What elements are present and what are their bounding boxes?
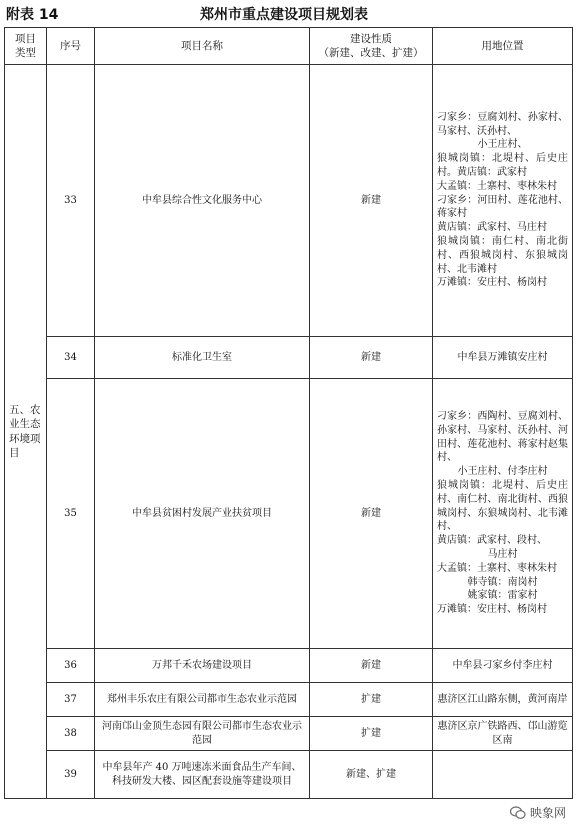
watermark [510,804,566,821]
project-name: 中牟县贫困村发展产业扶贫项目 [95,379,310,649]
location-line: 狼城岗镇：南仁村、南北街村、西狼城岗村、东狼城岗村、北韦滩村 [437,235,568,275]
table-row [5,65,573,337]
project-name: 河南邙山金顶生态园有限公司都市生态农业示范园 [95,717,310,751]
location-line: 狼城岗镇：北堤村、后史庄村。黄店镇：武家村 [437,153,568,178]
table-row [5,379,573,649]
table-row [5,683,573,717]
location-line: 黄店镇：武家村、段村、 [437,535,547,547]
page-title: 郑州市重点建设项目规划表 [200,7,368,23]
row-number: 38 [47,717,95,751]
location-line: 刁家乡：河田村、莲花池村、蒋家村 [437,194,568,220]
project-name: 中牟县综合性文化服务中心 [95,65,310,337]
location-line: 黄店镇：武家村、马庄村 [437,222,547,234]
land-location [433,337,573,379]
col-header-type: 项目 类型 [5,28,47,65]
table-row [5,337,573,379]
col-header-location: 用地位置 [433,28,573,65]
land-location [433,649,573,683]
location-line: 大孟镇：土寨村、枣林朱村 [437,562,557,574]
wechat-icon [510,806,526,820]
project-name: 标准化卫生室 [95,337,310,379]
table-header-row [5,28,573,65]
construction-type: 新建、扩建 [310,751,433,799]
table-row [5,751,573,799]
construction-type: 新建 [310,379,433,649]
location-line: 大孟镇：土寨村、枣林朱村 [437,180,557,192]
construction-type: 新建 [310,649,433,683]
location-line: 刁家乡：豆腐刘村、孙家村、马家村、沃孙村、 [437,111,568,137]
location-line: 小王庄村、 [477,139,528,151]
location-line: 韩寺镇：南岗村 [467,576,538,588]
location-line: 小王庄村、付李庄村 [457,466,548,478]
construction-type: 新建 [310,65,433,337]
land-location [433,751,573,799]
construction-type: 扩建 [310,683,433,717]
watermark-text: 映象网 [529,806,566,820]
location-line: 刁家乡：西陶村、豆腐刘村、孙家村、马家村、沃孙村、河田村、莲花池村、蒋家村赵集村、 [437,411,568,464]
project-table [4,27,573,799]
row-number: 34 [47,337,95,379]
project-name: 郑州丰乐农庄有限公司都市生态农业示范园 [95,683,310,717]
location-line: 中牟县万滩镇安庄村 [457,351,548,363]
col-header-name: 项目名称 [95,28,310,65]
row-number: 39 [47,751,95,799]
construction-type: 扩建 [310,717,433,751]
location-line: 万滩镇：安庄村、杨岗村 [437,604,547,616]
project-name: 万邦千禾农场建设项目 [95,649,310,683]
location-line: 姚家镇：雷家村 [467,590,538,602]
location-line: 惠济区江山路东侧，黄河南岸 [437,693,568,705]
land-location [433,683,573,717]
location-line: 狼城岗镇：北堤村、后史庄村、南仁村、南北街村、西狼城岗村、东狼城岗村、北韦滩村、 [437,480,568,533]
location-line: 中牟县刁家乡付李庄村 [452,659,553,671]
land-location [433,65,573,337]
col-header-nature: 建设性质 （新建、改建、扩建） [310,28,433,65]
location-line: 马庄村 [487,548,518,560]
page-header [0,4,576,24]
table-row [5,649,573,683]
appendix-label: 附表 14 [6,7,59,23]
col-header-number: 序号 [47,28,95,65]
land-location [433,717,573,751]
location-line: 万滩镇：安庄村、杨岗村 [437,277,547,289]
row-number: 35 [47,379,95,649]
row-number: 36 [47,649,95,683]
row-number: 33 [47,65,95,337]
project-name: 中牟县年产 40 万吨速冻米面食品生产车间、科技研发大楼、园区配套设施等建设项目 [95,751,310,799]
location-line: 惠济区京广铁路西、邙山游览区南 [437,720,568,746]
category-cell: 五、农业生态环境项目 [5,65,47,799]
land-location [433,379,573,649]
table-row [5,717,573,751]
row-number: 37 [47,683,95,717]
construction-type: 新建 [310,337,433,379]
